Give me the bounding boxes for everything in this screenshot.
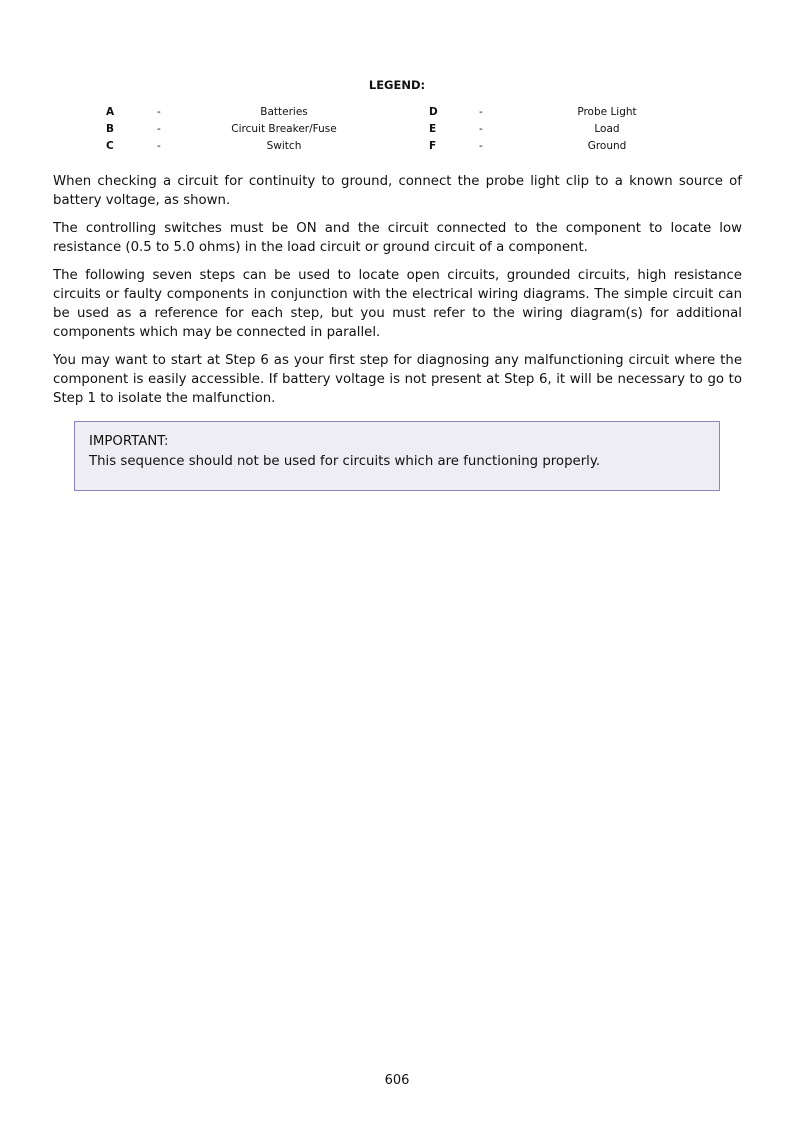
legend-row <box>0 123 794 140</box>
legend-value: Ground <box>587 140 627 152</box>
legend-title: LEGEND: <box>368 78 426 92</box>
legend-value: Circuit Breaker/Fuse <box>231 123 337 135</box>
legend-dash: - <box>479 123 483 135</box>
legend-key: D <box>429 106 438 118</box>
paragraph: The following seven steps can be used to locate open circuits, grounded circuits, high resistance circuits or faulty components in conjunction with the electrical wiring diagrams. The simple circuit can be used as a reference for each step, but you must refer to the wiring diagram(s) for additional components which may be connected in parallel. <box>53 268 742 340</box>
legend-key: C <box>106 140 114 152</box>
legend-dash: - <box>157 106 161 118</box>
legend-key: E <box>429 123 437 135</box>
legend-key: F <box>429 140 437 152</box>
legend-dash: - <box>157 123 161 135</box>
legend-row <box>0 106 794 123</box>
legend-key: A <box>106 106 115 118</box>
legend-dash: - <box>157 140 161 152</box>
legend-key: B <box>106 123 115 135</box>
legend-dash: - <box>479 140 483 152</box>
important-notice <box>74 421 720 491</box>
body-text <box>53 172 742 417</box>
page-number: 606 <box>384 1073 410 1088</box>
legend-value: Probe Light <box>577 106 637 118</box>
legend-row <box>0 140 794 157</box>
legend-value: Load <box>594 123 620 135</box>
legend-dash: - <box>479 106 483 118</box>
paragraph: When checking a circuit for continuity to ground, connect the probe light clip to a known source of battery voltage, as shown. <box>53 174 742 208</box>
important-heading: IMPORTANT: <box>89 434 169 449</box>
paragraph: The controlling switches must be ON and the circuit connected to the component to locate low resistance (0.5 to 5.0 ohms) in the load circuit or ground circuit of a component. <box>53 221 742 255</box>
legend-value: Switch <box>266 140 302 152</box>
paragraph: You may want to start at Step 6 as your first step for diagnosing any malfunctioning circuit where the component is easily accessible. If battery voltage is not present at Step 6, it will be necessary to go to Step 1 to isolate the malfunction. <box>53 353 742 406</box>
important-text: This sequence should not be used for circuits which are functioning properly. <box>89 454 601 469</box>
legend-value: Batteries <box>260 106 308 118</box>
